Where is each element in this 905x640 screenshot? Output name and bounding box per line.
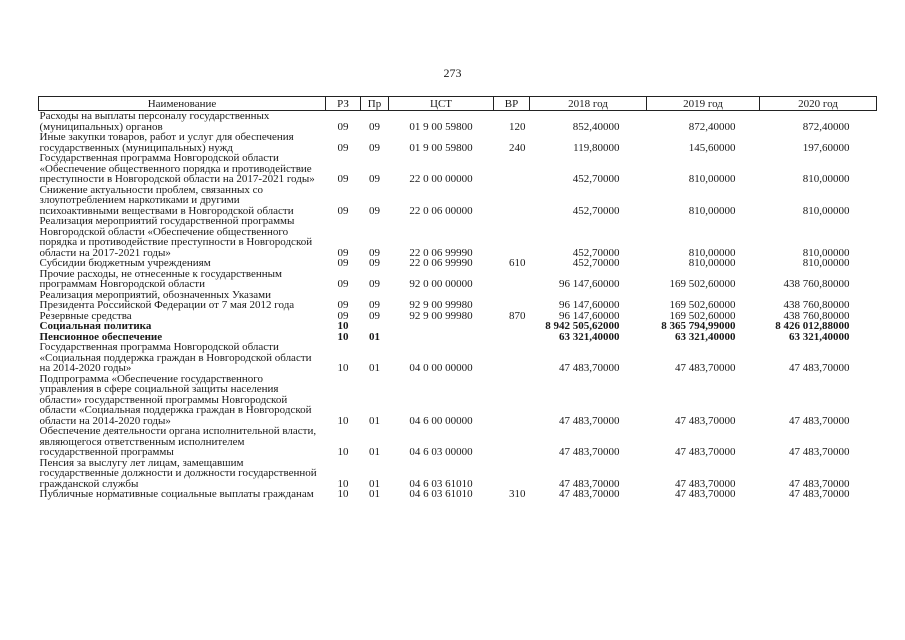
row-vr <box>494 153 530 185</box>
row-cst: 22 0 06 00000 <box>409 204 473 217</box>
table-row <box>39 153 877 185</box>
row-value-2018: 452,70000 <box>572 246 620 259</box>
row-value-2019: 47 483,70000 <box>675 414 736 427</box>
row-rz: 09 <box>337 257 349 269</box>
row-name: Реализация мероприятий государственной программы Новгородской области «Обеспечение общественного порядка и противодействие преступности в Новгородской области на 2017-2021 годы» <box>39 215 313 259</box>
row-value-2018: 852,40000 <box>572 120 620 133</box>
row-value-2020: 810,00000 <box>802 204 850 217</box>
row-pr: 01 <box>369 362 380 374</box>
header-pr: Пр <box>361 97 389 111</box>
row-pr <box>361 321 389 332</box>
row-rz: 10 <box>337 446 349 458</box>
row-value-2020: 438 760,80000 <box>783 278 850 290</box>
row-value-2018: 47 483,70000 <box>559 362 620 374</box>
table-row <box>39 216 877 258</box>
row-value-2018: 96 147,60000 <box>559 309 620 322</box>
table-row <box>39 132 877 153</box>
row-value-2019: 810,00000 <box>688 257 736 269</box>
table-row <box>39 185 877 217</box>
table-row <box>39 269 877 290</box>
row-value-2020: 47 483,70000 <box>789 414 850 427</box>
row-value-2018: 452,70000 <box>572 173 620 185</box>
table-row <box>39 321 877 332</box>
row-vr <box>494 269 530 290</box>
row-cst: 04 6 03 61010 <box>409 477 473 490</box>
row-name: Субсидии бюджетным учреждениям <box>39 257 211 269</box>
row-value-2019: 47 483,70000 <box>675 488 736 500</box>
row-value-2018: 47 483,70000 <box>559 446 620 458</box>
row-rz: 10 <box>337 488 349 500</box>
row-value-2019: 810,00000 <box>688 204 736 217</box>
row-value-2019: 8 365 794,99000 <box>661 320 736 332</box>
row-pr: 01 <box>369 330 380 343</box>
row-cst: 01 9 00 59800 <box>409 141 473 154</box>
row-value-2018: 47 483,70000 <box>559 477 620 490</box>
row-rz: 09 <box>337 173 349 185</box>
row-vr <box>494 185 530 217</box>
row-rz: 10 <box>337 330 349 343</box>
row-value-2019: 145,60000 <box>688 141 736 154</box>
row-value-2019: 169 502,60000 <box>669 299 736 311</box>
row-name: Пенсионное обеспечение <box>39 330 163 343</box>
row-rz: 10 <box>337 477 349 490</box>
row-vr <box>494 458 530 490</box>
row-vr <box>494 374 530 427</box>
table-row <box>39 111 877 133</box>
row-vr <box>494 216 530 258</box>
row-pr: 09 <box>369 309 380 322</box>
header-2019: 2019 год <box>647 97 760 111</box>
row-rz: 09 <box>337 299 349 311</box>
row-cst: 92 9 00 99980 <box>409 299 473 311</box>
row-value-2020: 872,40000 <box>802 120 850 133</box>
row-vr: 120 <box>509 120 526 133</box>
row-name: Государственная программа Новгородской области «Социальная поддержка граждан в Новгородской области на 2014-2020 годы» <box>39 341 312 374</box>
row-name: Социальная политика <box>39 320 152 332</box>
row-value-2020: 47 483,70000 <box>789 446 850 458</box>
table-row <box>39 426 877 458</box>
row-rz: 09 <box>337 204 349 217</box>
table-row <box>39 290 877 311</box>
row-rz: 10 <box>337 414 349 427</box>
row-vr <box>494 321 530 332</box>
row-value-2020: 197,60000 <box>802 141 850 154</box>
row-name: Иные закупки товаров, работ и услуг для обеспечения государственных (муниципальных) нужд <box>39 131 294 154</box>
row-cst <box>389 332 494 343</box>
row-vr <box>494 342 530 374</box>
row-value-2020: 810,00000 <box>802 173 850 185</box>
row-cst: 01 9 00 59800 <box>409 120 473 133</box>
row-vr <box>494 332 530 343</box>
row-cst: 92 9 00 99980 <box>409 309 473 322</box>
row-value-2018: 452,70000 <box>572 204 620 217</box>
row-vr: 310 <box>509 488 526 500</box>
row-pr: 01 <box>369 477 380 490</box>
row-cst: 22 0 06 99990 <box>409 246 473 259</box>
header-2018: 2018 год <box>530 97 647 111</box>
row-rz: 10 <box>337 362 349 374</box>
row-rz: 09 <box>337 141 349 154</box>
row-name: Прочие расходы, не отнесенные к государственным программам Новгородской области <box>39 267 282 290</box>
row-rz: 10 <box>337 320 349 332</box>
table-header-row <box>39 97 877 111</box>
table-row <box>39 258 877 269</box>
table-row <box>39 374 877 427</box>
header-cst: ЦСТ <box>389 97 494 111</box>
row-rz: 09 <box>337 278 349 290</box>
row-pr: 01 <box>369 446 380 458</box>
row-rz: 09 <box>337 309 349 322</box>
row-name: Подпрограмма «Обеспечение государственного управления в сфере социальной защиты населения области» государственной программы Новгородской области «Социальная поддержка граждан в Новгородской области на 2014-2020 годы» <box>39 372 312 427</box>
header-name: Наименование <box>39 97 326 111</box>
page-number: 273 <box>443 66 462 80</box>
row-cst <box>389 321 494 332</box>
row-value-2020: 438 760,80000 <box>783 299 850 311</box>
row-name: Государственная программа Новгородской области «Обеспечение общественного порядка и противодействие преступности в Новгородской области на 2017-2021 годы» <box>39 152 315 185</box>
row-vr <box>494 426 530 458</box>
header-rz: РЗ <box>326 97 361 111</box>
row-value-2020: 8 426 012,88000 <box>775 320 850 332</box>
row-name: Обеспечение деятельности органа исполнительной власти, являющегося ответственным исполнителем государственной программы <box>39 425 317 458</box>
row-cst: 22 0 00 00000 <box>409 173 473 185</box>
row-pr: 09 <box>369 278 380 290</box>
header-2020: 2020 год <box>760 97 877 111</box>
row-rz: 09 <box>337 246 349 259</box>
row-vr: 240 <box>509 141 526 154</box>
row-cst: 04 6 00 00000 <box>409 414 473 427</box>
row-value-2018: 8 942 505,62000 <box>545 320 620 332</box>
row-name: Пенсия за выслугу лет лицам, замещавшим государственные должности и должности государственной гражданской службы <box>39 456 317 490</box>
row-value-2020: 47 483,70000 <box>789 362 850 374</box>
row-name: Публичные нормативные социальные выплаты гражданам <box>39 488 314 500</box>
row-value-2018: 47 483,70000 <box>559 488 620 500</box>
row-vr <box>494 290 530 311</box>
table-row <box>39 311 877 322</box>
row-value-2020: 810,00000 <box>802 246 850 259</box>
row-value-2019: 47 483,70000 <box>675 446 736 458</box>
row-value-2018: 63 321,40000 <box>559 330 620 343</box>
row-pr: 09 <box>369 120 380 133</box>
row-cst: 04 0 00 00000 <box>409 362 473 374</box>
row-value-2018: 96 147,60000 <box>559 278 620 290</box>
row-cst: 04 6 03 00000 <box>409 446 473 458</box>
row-value-2019: 63 321,40000 <box>675 330 736 343</box>
row-pr: 09 <box>369 141 380 154</box>
row-pr: 09 <box>369 246 380 259</box>
row-vr: 870 <box>509 309 526 322</box>
row-pr: 09 <box>369 204 380 217</box>
budget-table <box>38 96 877 500</box>
row-value-2020: 810,00000 <box>802 257 850 269</box>
row-value-2019: 872,40000 <box>688 120 736 133</box>
table-row <box>39 458 877 490</box>
row-pr: 01 <box>369 488 380 500</box>
row-value-2019: 169 502,60000 <box>669 309 736 322</box>
row-value-2019: 47 483,70000 <box>675 477 736 490</box>
row-value-2019: 810,00000 <box>688 173 736 185</box>
row-value-2019: 169 502,60000 <box>669 278 736 290</box>
row-pr: 01 <box>369 414 380 427</box>
row-name: Резервные средства <box>39 309 132 322</box>
row-value-2020: 47 483,70000 <box>789 477 850 490</box>
row-value-2020: 438 760,80000 <box>783 309 850 322</box>
row-pr: 09 <box>369 257 380 269</box>
row-rz: 09 <box>337 120 349 133</box>
row-pr: 09 <box>369 299 380 311</box>
row-value-2020: 47 483,70000 <box>789 488 850 500</box>
row-name: Реализация мероприятий, обозначенных Указами Президента Российской Федерации от 7 мая 2012 года <box>39 288 295 311</box>
row-value-2019: 810,00000 <box>688 246 736 259</box>
row-value-2018: 452,70000 <box>572 257 620 269</box>
row-cst: 22 0 06 99990 <box>409 257 473 269</box>
row-pr: 09 <box>369 173 380 185</box>
row-value-2018: 119,80000 <box>573 141 620 154</box>
row-value-2019: 47 483,70000 <box>675 362 736 374</box>
header-vr: ВР <box>494 97 530 111</box>
row-cst: 92 0 00 00000 <box>409 278 473 290</box>
row-name: Снижение актуальности проблем, связанных со злоупотреблением наркотиками и другими психоактивными веществами в Новгородской области <box>39 183 294 217</box>
table-row <box>39 342 877 374</box>
row-cst: 04 6 03 61010 <box>409 488 473 500</box>
table-row <box>39 489 877 500</box>
row-vr: 610 <box>509 257 526 269</box>
row-name: Расходы на выплаты персоналу государственных (муниципальных) органов <box>39 110 270 133</box>
row-value-2020: 63 321,40000 <box>789 330 850 343</box>
row-value-2018: 47 483,70000 <box>559 414 620 427</box>
row-value-2018: 96 147,60000 <box>559 299 620 311</box>
